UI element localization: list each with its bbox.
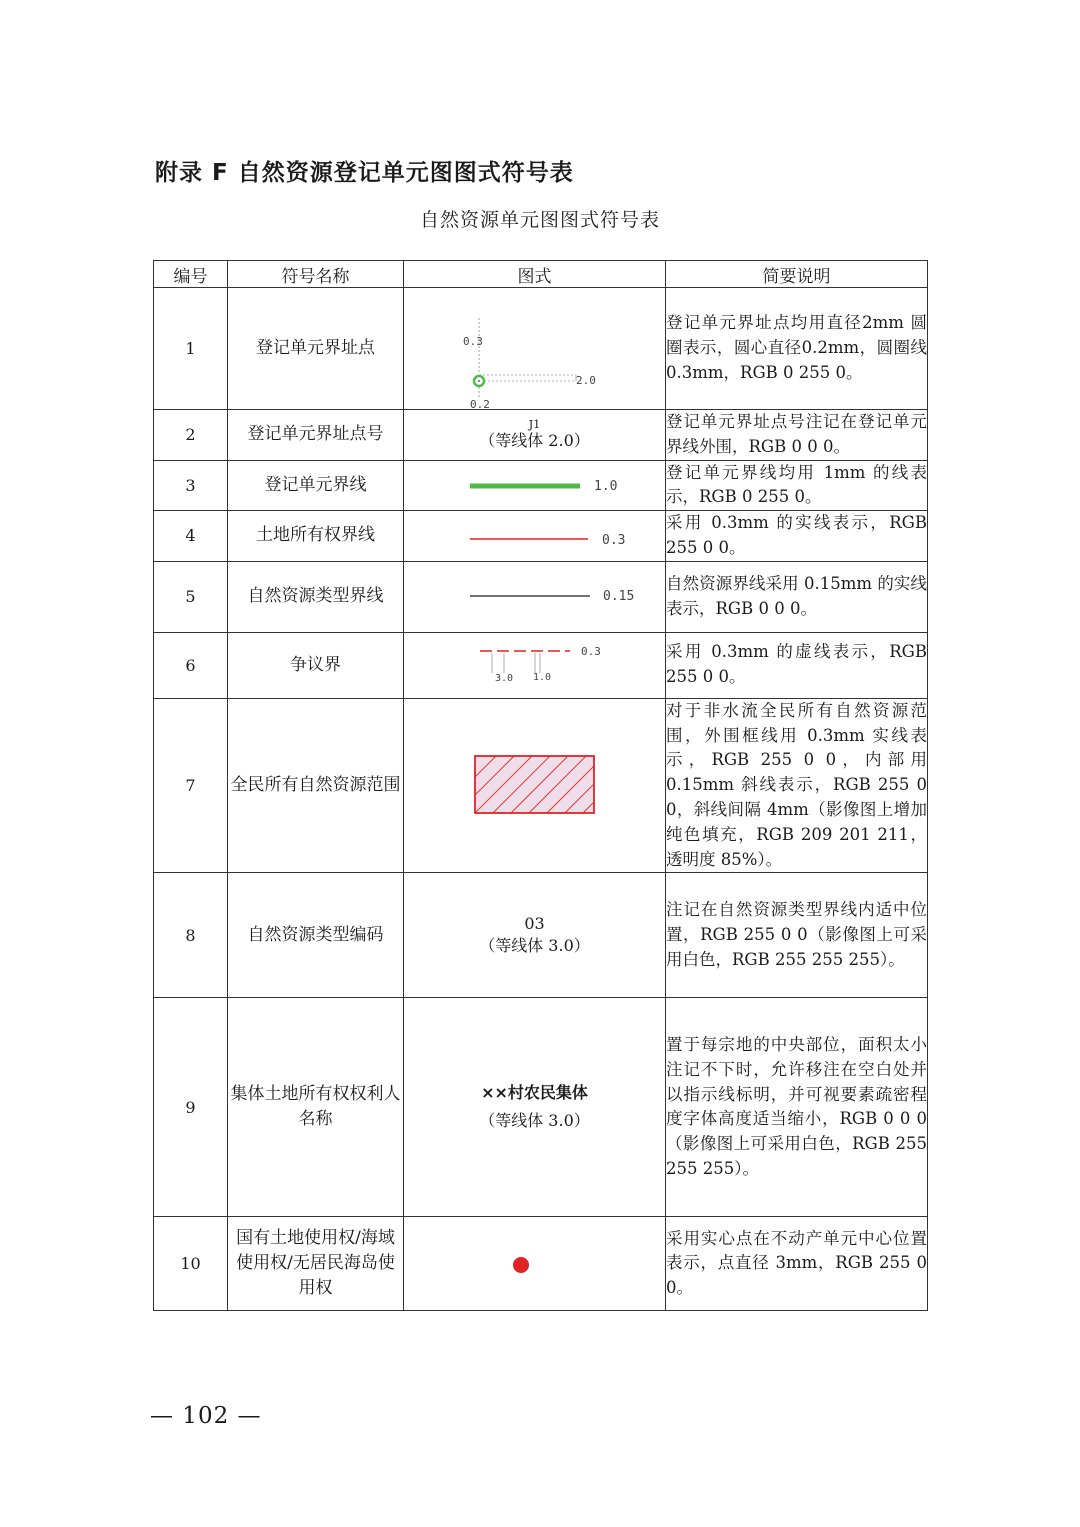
table-row [154,698,928,873]
symbol-figure [404,998,666,1217]
symbol-description: 登记单元界线均用 1mm 的线表示，RGB 0 255 0。 [666,460,928,511]
header-description: 简要说明 [666,261,928,288]
table-row [154,1217,928,1311]
row-number: 5 [154,561,228,632]
symbol-figure [404,410,666,461]
symbol-description: 登记单元界址点号注记在登记单元界线外围，RGB 0 0 0。 [666,410,928,461]
header-symbol-name: 符号名称 [228,261,404,288]
symbol-figure [404,1217,666,1311]
table-row [154,511,928,562]
dim-label-bottom: 0.2 [470,398,490,411]
font-spec: （等线体 3.0） [479,936,590,956]
symbol-description: 置于每宗地的中央部位，面积太小注记不下时，允许移注在空白处并以指示线标明，并可视要素疏密程度字体高度适当缩小，RGB 0 0 0（影像图上可采用白色，RGB 255 255 255）。 [666,998,928,1217]
point-number-sample: J1 [528,418,541,432]
appendix-heading: 附录 F 自然资源登记单元图图式符号表 [155,160,574,186]
symbol-figure [404,511,666,562]
symbol-name: 全民所有自然资源范围 [228,698,404,873]
dim-label-right: 2.0 [576,374,596,387]
row-number: 8 [154,873,228,998]
symbol-figure [404,561,666,632]
dash-length-label: 3.0 [495,672,514,684]
symbol-description: 对于非水流全民所有自然资源范围，外围框线用 0.3mm 实线表示，RGB 255 0 0，内部用 0.15mm 斜线表示，RGB 255 0 0，斜线间隔 4mm（影像图上增加纯色填充，RGB 209 201 211，透明度 85%）。 [666,698,928,873]
row-number: 1 [154,288,228,410]
symbol-description: 登记单元界址点均用直径2mm 圆圈表示，圆心直径0.2mm，圆圈线 0.3mm，RGB 0 255 0。 [666,288,928,410]
line-width-label: 0.3 [581,644,601,658]
row-number: 10 [154,1217,228,1311]
row-number: 4 [154,511,228,562]
header-number: 编号 [154,261,228,288]
symbol-table [153,260,928,1311]
line-width-label: 0.15 [603,588,635,604]
symbol-figure [404,460,666,511]
row-number: 3 [154,460,228,511]
symbol-description: 采用实心点在不动产单元中心位置表示，点直径 3mm，RGB 255 0 0。 [666,1217,928,1311]
symbol-figure [404,288,666,410]
header-figure: 图式 [404,261,666,288]
hatched-area-symbol [404,699,666,873]
symbol-name: 争议界 [228,632,404,698]
green-boundary-line-symbol [404,461,666,511]
symbol-description: 自然资源界线采用 0.15mm 的实线表示，RGB 0 0 0。 [666,561,928,632]
table-header-row [154,261,928,288]
table-row [154,288,928,410]
line-width-label: 0.3 [602,533,626,549]
symbol-figure [404,632,666,698]
font-spec: （等线体 3.0） [479,1111,590,1131]
gap-length-label: 1.0 [533,671,552,683]
symbol-figure [404,698,666,873]
page-number: — 102 — [150,1403,262,1429]
symbol-name: 国有土地使用权/海域使用权/无居民海岛使用权 [228,1217,404,1311]
symbol-name: 登记单元界址点 [228,288,404,410]
symbol-name: 自然资源类型编码 [228,873,404,998]
table-row [154,998,928,1217]
row-number: 2 [154,410,228,461]
symbol-figure [404,873,666,998]
type-code-sample: 03 [524,914,545,934]
line-width-label: 1.0 [594,478,618,494]
symbol-name: 登记单元界线 [228,460,404,511]
owner-name-sample: ××村农民集体 [481,1083,588,1103]
dispute-dashed-line-symbol [404,633,666,699]
table-row [154,873,928,998]
symbol-name: 自然资源类型界线 [228,561,404,632]
boundary-point-symbol [404,288,666,410]
symbol-name: 土地所有权界线 [228,511,404,562]
table-row [154,460,928,511]
symbol-description: 采用 0.3mm 的虚线表示，RGB 255 0 0。 [666,632,928,698]
symbol-name: 登记单元界址点号 [228,410,404,461]
red-ownership-line-symbol [404,511,666,561]
row-number: 7 [154,698,228,873]
table-row [154,561,928,632]
solid-red-dot-symbol [404,1217,666,1311]
row-number: 6 [154,632,228,698]
font-spec: （等线体 2.0） [479,431,590,451]
dim-label-top: 0.3 [463,335,483,348]
table-title: 自然资源单元图图式符号表 [419,209,660,231]
symbol-description: 采用 0.3mm 的实线表示，RGB 255 0 0。 [666,511,928,562]
table-row [154,410,928,461]
symbol-description: 注记在自然资源类型界线内适中位置，RGB 255 0 0（影像图上可采用白色，RGB 255 255 255）。 [666,873,928,998]
row-number: 9 [154,998,228,1217]
symbol-name: 集体土地所有权权利人名称 [228,998,404,1217]
table-row [154,632,928,698]
